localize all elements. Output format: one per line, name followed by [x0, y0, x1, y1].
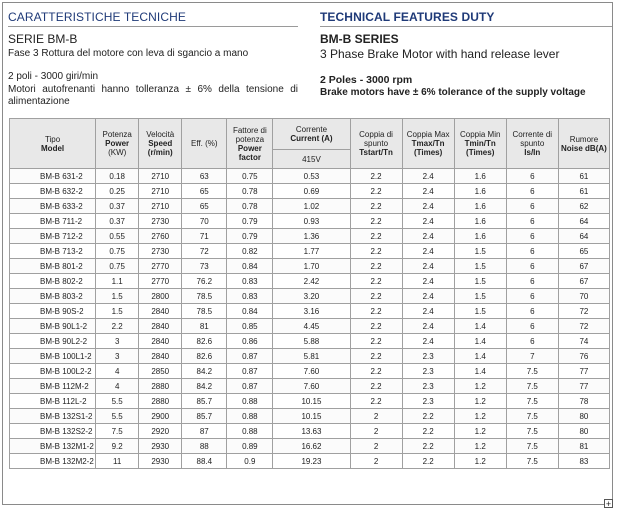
cell-power-factor: 0.83 [227, 274, 273, 289]
cell-start-torque: 2.2 [350, 229, 402, 244]
cell-min-torque: 1.2 [454, 394, 506, 409]
cell-max-torque: 2.4 [402, 184, 454, 199]
cell-model: BM-B 112M-2 [10, 379, 96, 394]
cell-speed: 2930 [139, 454, 182, 469]
cell-start-torque: 2.2 [350, 364, 402, 379]
cell-min-torque: 1.6 [454, 199, 506, 214]
cell-efficiency: 88.4 [182, 454, 227, 469]
cell-noise: 67 [558, 259, 609, 274]
cell-model: BM-B 711-2 [10, 214, 96, 229]
cell-model: BM-B 633-2 [10, 199, 96, 214]
cell-model: BM-B 801-2 [10, 259, 96, 274]
cell-power: 0.18 [96, 169, 139, 184]
cell-min-torque: 1.2 [454, 424, 506, 439]
cell-efficiency: 88 [182, 439, 227, 454]
english-section-title: TECHNICAL FEATURES DUTY [320, 10, 612, 27]
cell-current: 5.81 [273, 349, 350, 364]
cell-power: 1.5 [96, 304, 139, 319]
table-row [10, 289, 610, 304]
cell-current: 0.93 [273, 214, 350, 229]
cell-start-current: 6 [506, 274, 558, 289]
cell-noise: 61 [558, 169, 609, 184]
header-min-torque: Coppia Min Tmin/Tn (Times) [454, 119, 506, 169]
cell-current: 7.60 [273, 364, 350, 379]
cell-model: BM-B 100L1-2 [10, 349, 96, 364]
cell-noise: 67 [558, 274, 609, 289]
cell-noise: 74 [558, 334, 609, 349]
cell-power: 4 [96, 364, 139, 379]
cell-min-torque: 1.5 [454, 244, 506, 259]
cell-power: 0.37 [96, 214, 139, 229]
cell-current: 10.15 [273, 394, 350, 409]
cell-max-torque: 2.3 [402, 349, 454, 364]
cell-efficiency: 73 [182, 259, 227, 274]
header-model: Tipo Model [10, 119, 96, 169]
cell-power: 0.55 [96, 229, 139, 244]
expand-button[interactable]: + [605, 499, 612, 509]
italian-tolerance: Motori autofrenanti hanno tolleranza ± 6% della tensione di alimentazione [8, 84, 298, 107]
header-speed: Velocità Speed (r/min) [139, 119, 182, 169]
cell-model: BM-B 632-2 [10, 184, 96, 199]
cell-start-current: 6 [506, 304, 558, 319]
cell-power-factor: 0.83 [227, 289, 273, 304]
cell-start-torque: 2.2 [350, 259, 402, 274]
cell-start-current: 7.5 [506, 394, 558, 409]
table-row [10, 439, 610, 454]
cell-power-factor: 0.78 [227, 199, 273, 214]
cell-speed: 2840 [139, 334, 182, 349]
cell-model: BM-B 90L2-2 [10, 334, 96, 349]
cell-model: BM-B 100L2-2 [10, 364, 96, 379]
cell-power-factor: 0.88 [227, 424, 273, 439]
cell-efficiency: 78.5 [182, 289, 227, 304]
cell-current: 0.69 [273, 184, 350, 199]
cell-min-torque: 1.6 [454, 214, 506, 229]
cell-max-torque: 2.2 [402, 409, 454, 424]
english-column [320, 10, 612, 99]
header-noise: Rumore Noise dB(A) [558, 119, 609, 169]
cell-start-torque: 2.2 [350, 379, 402, 394]
cell-min-torque: 1.6 [454, 169, 506, 184]
cell-noise: 80 [558, 424, 609, 439]
cell-power: 0.25 [96, 184, 139, 199]
cell-current: 16.62 [273, 439, 350, 454]
italian-poles: 2 poli - 3000 giri/min [8, 71, 99, 82]
cell-power: 0.75 [96, 244, 139, 259]
table-row [10, 244, 610, 259]
header-power-factor: Fattore di potenza Power factor [227, 119, 273, 169]
cell-power: 5.5 [96, 394, 139, 409]
english-series: BM-B SERIES [320, 32, 399, 46]
cell-min-torque: 1.6 [454, 229, 506, 244]
cell-start-current: 6 [506, 184, 558, 199]
cell-max-torque: 2.2 [402, 424, 454, 439]
cell-start-torque: 2.2 [350, 304, 402, 319]
cell-power-factor: 0.78 [227, 184, 273, 199]
cell-power-factor: 0.79 [227, 229, 273, 244]
cell-max-torque: 2.2 [402, 454, 454, 469]
cell-efficiency: 65 [182, 199, 227, 214]
table-row [10, 364, 610, 379]
cell-efficiency: 78.5 [182, 304, 227, 319]
cell-noise: 78 [558, 394, 609, 409]
cell-current: 1.36 [273, 229, 350, 244]
table-row [10, 199, 610, 214]
cell-speed: 2920 [139, 424, 182, 439]
cell-speed: 2900 [139, 409, 182, 424]
cell-noise: 77 [558, 364, 609, 379]
cell-start-torque: 2 [350, 454, 402, 469]
cell-noise: 65 [558, 244, 609, 259]
cell-min-torque: 1.4 [454, 334, 506, 349]
cell-start-torque: 2.2 [350, 244, 402, 259]
cell-speed: 2710 [139, 184, 182, 199]
table-row [10, 424, 610, 439]
cell-start-torque: 2.2 [350, 184, 402, 199]
cell-efficiency: 82.6 [182, 334, 227, 349]
cell-speed: 2710 [139, 199, 182, 214]
cell-max-torque: 2.3 [402, 379, 454, 394]
cell-noise: 64 [558, 214, 609, 229]
english-tolerance: Brake motors have ± 6% tolerance of the supply voltage [320, 87, 586, 98]
cell-efficiency: 85.7 [182, 394, 227, 409]
cell-max-torque: 2.3 [402, 364, 454, 379]
cell-power-factor: 0.86 [227, 334, 273, 349]
cell-max-torque: 2.4 [402, 169, 454, 184]
cell-power-factor: 0.87 [227, 364, 273, 379]
cell-speed: 2930 [139, 439, 182, 454]
cell-noise: 70 [558, 289, 609, 304]
cell-start-torque: 2.2 [350, 274, 402, 289]
cell-model: BM-B 132M2-2 [10, 454, 96, 469]
table-row [10, 409, 610, 424]
cell-current: 7.60 [273, 379, 350, 394]
cell-model: BM-B 803-2 [10, 289, 96, 304]
cell-noise: 62 [558, 199, 609, 214]
cell-max-torque: 2.4 [402, 259, 454, 274]
cell-current: 1.77 [273, 244, 350, 259]
cell-max-torque: 2.2 [402, 439, 454, 454]
cell-efficiency: 71 [182, 229, 227, 244]
cell-min-torque: 1.5 [454, 304, 506, 319]
cell-current: 2.42 [273, 274, 350, 289]
cell-max-torque: 2.3 [402, 394, 454, 409]
header-current-voltage: 415V [273, 150, 350, 169]
cell-start-torque: 2.2 [350, 319, 402, 334]
table-row [10, 454, 610, 469]
cell-speed: 2850 [139, 364, 182, 379]
cell-start-current: 6 [506, 289, 558, 304]
cell-current: 0.53 [273, 169, 350, 184]
table-row [10, 334, 610, 349]
cell-power: 1.5 [96, 289, 139, 304]
cell-start-current: 7.5 [506, 409, 558, 424]
cell-speed: 2880 [139, 394, 182, 409]
cell-model: BM-B 132M1-2 [10, 439, 96, 454]
header-power: Potenza Power (KW) [96, 119, 139, 169]
cell-start-current: 6 [506, 259, 558, 274]
cell-power: 11 [96, 454, 139, 469]
english-poles: 2 Poles - 3000 rpm [320, 74, 413, 86]
cell-start-torque: 2.2 [350, 394, 402, 409]
cell-model: BM-B 90L1-2 [10, 319, 96, 334]
cell-power-factor: 0.88 [227, 409, 273, 424]
cell-model: BM-B 713-2 [10, 244, 96, 259]
cell-start-torque: 2.2 [350, 169, 402, 184]
cell-current: 19.23 [273, 454, 350, 469]
cell-efficiency: 72 [182, 244, 227, 259]
header-start-current: Corrente di spunto Is/In [506, 119, 558, 169]
cell-min-torque: 1.5 [454, 259, 506, 274]
cell-min-torque: 1.2 [454, 409, 506, 424]
cell-efficiency: 82.6 [182, 349, 227, 364]
header-efficiency: Eff. (%) [182, 119, 227, 169]
cell-max-torque: 2.4 [402, 319, 454, 334]
cell-current: 1.02 [273, 199, 350, 214]
table-row [10, 304, 610, 319]
table-row [10, 229, 610, 244]
header-start-torque: Coppia di spunto Tstart/Tn [350, 119, 402, 169]
cell-model: BM-B 90S-2 [10, 304, 96, 319]
cell-start-current: 7.5 [506, 439, 558, 454]
cell-efficiency: 84.2 [182, 379, 227, 394]
spec-table [9, 118, 610, 469]
cell-power: 5.5 [96, 409, 139, 424]
cell-power-factor: 0.75 [227, 169, 273, 184]
cell-min-torque: 1.2 [454, 454, 506, 469]
cell-current: 3.16 [273, 304, 350, 319]
cell-efficiency: 70 [182, 214, 227, 229]
cell-start-current: 6 [506, 199, 558, 214]
table-row [10, 394, 610, 409]
table-row [10, 214, 610, 229]
cell-min-torque: 1.4 [454, 349, 506, 364]
cell-start-current: 6 [506, 319, 558, 334]
cell-start-torque: 2 [350, 409, 402, 424]
cell-power-factor: 0.84 [227, 259, 273, 274]
cell-start-current: 6 [506, 229, 558, 244]
cell-start-torque: 2 [350, 439, 402, 454]
cell-noise: 64 [558, 229, 609, 244]
cell-max-torque: 2.4 [402, 289, 454, 304]
cell-max-torque: 2.4 [402, 214, 454, 229]
cell-speed: 2840 [139, 349, 182, 364]
italian-section-title: CARATTERISTICHE TECNICHE [8, 10, 298, 27]
cell-start-current: 7 [506, 349, 558, 364]
cell-power: 7.5 [96, 424, 139, 439]
cell-model: BM-B 802-2 [10, 274, 96, 289]
english-description: 3 Phase Brake Motor with hand release lever [320, 47, 560, 61]
header-current: Corrente Current (A) [273, 119, 350, 150]
cell-speed: 2730 [139, 244, 182, 259]
cell-power-factor: 0.84 [227, 304, 273, 319]
cell-current: 13.63 [273, 424, 350, 439]
italian-series: SERIE BM-B [8, 32, 78, 46]
cell-power: 9.2 [96, 439, 139, 454]
table-row [10, 274, 610, 289]
cell-max-torque: 2.4 [402, 334, 454, 349]
cell-start-current: 7.5 [506, 364, 558, 379]
cell-power-factor: 0.89 [227, 439, 273, 454]
cell-max-torque: 2.4 [402, 274, 454, 289]
cell-noise: 77 [558, 379, 609, 394]
cell-noise: 61 [558, 184, 609, 199]
cell-power: 4 [96, 379, 139, 394]
table-header-row [10, 119, 610, 150]
cell-noise: 83 [558, 454, 609, 469]
cell-noise: 72 [558, 304, 609, 319]
cell-current: 1.70 [273, 259, 350, 274]
cell-speed: 2730 [139, 214, 182, 229]
cell-model: BM-B 132S1-2 [10, 409, 96, 424]
cell-power-factor: 0.79 [227, 214, 273, 229]
cell-power-factor: 0.88 [227, 394, 273, 409]
cell-min-torque: 1.4 [454, 319, 506, 334]
cell-min-torque: 1.2 [454, 439, 506, 454]
cell-efficiency: 85.7 [182, 409, 227, 424]
cell-speed: 2800 [139, 289, 182, 304]
cell-power: 3 [96, 349, 139, 364]
cell-speed: 2840 [139, 304, 182, 319]
cell-speed: 2840 [139, 319, 182, 334]
cell-start-torque: 2.2 [350, 349, 402, 364]
cell-max-torque: 2.4 [402, 304, 454, 319]
cell-power-factor: 0.82 [227, 244, 273, 259]
cell-start-current: 7.5 [506, 454, 558, 469]
cell-start-current: 7.5 [506, 379, 558, 394]
cell-power-factor: 0.87 [227, 349, 273, 364]
cell-efficiency: 76.2 [182, 274, 227, 289]
italian-description: Fase 3 Rottura del motore con leva di sgancio a mano [8, 48, 249, 59]
cell-power: 0.75 [96, 259, 139, 274]
cell-start-current: 6 [506, 169, 558, 184]
cell-speed: 2770 [139, 274, 182, 289]
cell-noise: 72 [558, 319, 609, 334]
cell-speed: 2710 [139, 169, 182, 184]
cell-power-factor: 0.85 [227, 319, 273, 334]
cell-speed: 2880 [139, 379, 182, 394]
cell-max-torque: 2.4 [402, 199, 454, 214]
cell-current: 10.15 [273, 409, 350, 424]
cell-efficiency: 65 [182, 184, 227, 199]
cell-min-torque: 1.2 [454, 379, 506, 394]
cell-current: 5.88 [273, 334, 350, 349]
cell-start-current: 7.5 [506, 424, 558, 439]
cell-model: BM-B 631-2 [10, 169, 96, 184]
cell-power-factor: 0.87 [227, 379, 273, 394]
cell-power-factor: 0.9 [227, 454, 273, 469]
cell-efficiency: 84.2 [182, 364, 227, 379]
table-row [10, 259, 610, 274]
cell-speed: 2770 [139, 259, 182, 274]
table-row [10, 169, 610, 184]
cell-efficiency: 81 [182, 319, 227, 334]
cell-min-torque: 1.5 [454, 274, 506, 289]
cell-max-torque: 2.4 [402, 229, 454, 244]
cell-start-torque: 2.2 [350, 199, 402, 214]
cell-start-torque: 2.2 [350, 334, 402, 349]
cell-start-torque: 2 [350, 424, 402, 439]
table-row [10, 319, 610, 334]
cell-start-current: 6 [506, 244, 558, 259]
cell-current: 4.45 [273, 319, 350, 334]
cell-power: 0.37 [96, 199, 139, 214]
cell-start-torque: 2.2 [350, 214, 402, 229]
cell-efficiency: 63 [182, 169, 227, 184]
header-max-torque: Coppia Max Tmax/Tn (Times) [402, 119, 454, 169]
cell-efficiency: 87 [182, 424, 227, 439]
cell-speed: 2760 [139, 229, 182, 244]
cell-noise: 76 [558, 349, 609, 364]
cell-model: BM-B 132S2-2 [10, 424, 96, 439]
table-row [10, 379, 610, 394]
cell-max-torque: 2.4 [402, 244, 454, 259]
table-row [10, 349, 610, 364]
cell-min-torque: 1.6 [454, 184, 506, 199]
cell-start-current: 6 [506, 334, 558, 349]
cell-power: 3 [96, 334, 139, 349]
spec-table-body [10, 169, 610, 469]
cell-start-torque: 2.2 [350, 289, 402, 304]
cell-start-current: 6 [506, 214, 558, 229]
italian-column [8, 10, 298, 108]
cell-min-torque: 1.4 [454, 364, 506, 379]
cell-noise: 80 [558, 409, 609, 424]
table-row [10, 184, 610, 199]
cell-current: 3.20 [273, 289, 350, 304]
cell-power: 2.2 [96, 319, 139, 334]
cell-power: 1.1 [96, 274, 139, 289]
cell-model: BM-B 712-2 [10, 229, 96, 244]
cell-noise: 81 [558, 439, 609, 454]
cell-model: BM-B 112L-2 [10, 394, 96, 409]
cell-min-torque: 1.5 [454, 289, 506, 304]
